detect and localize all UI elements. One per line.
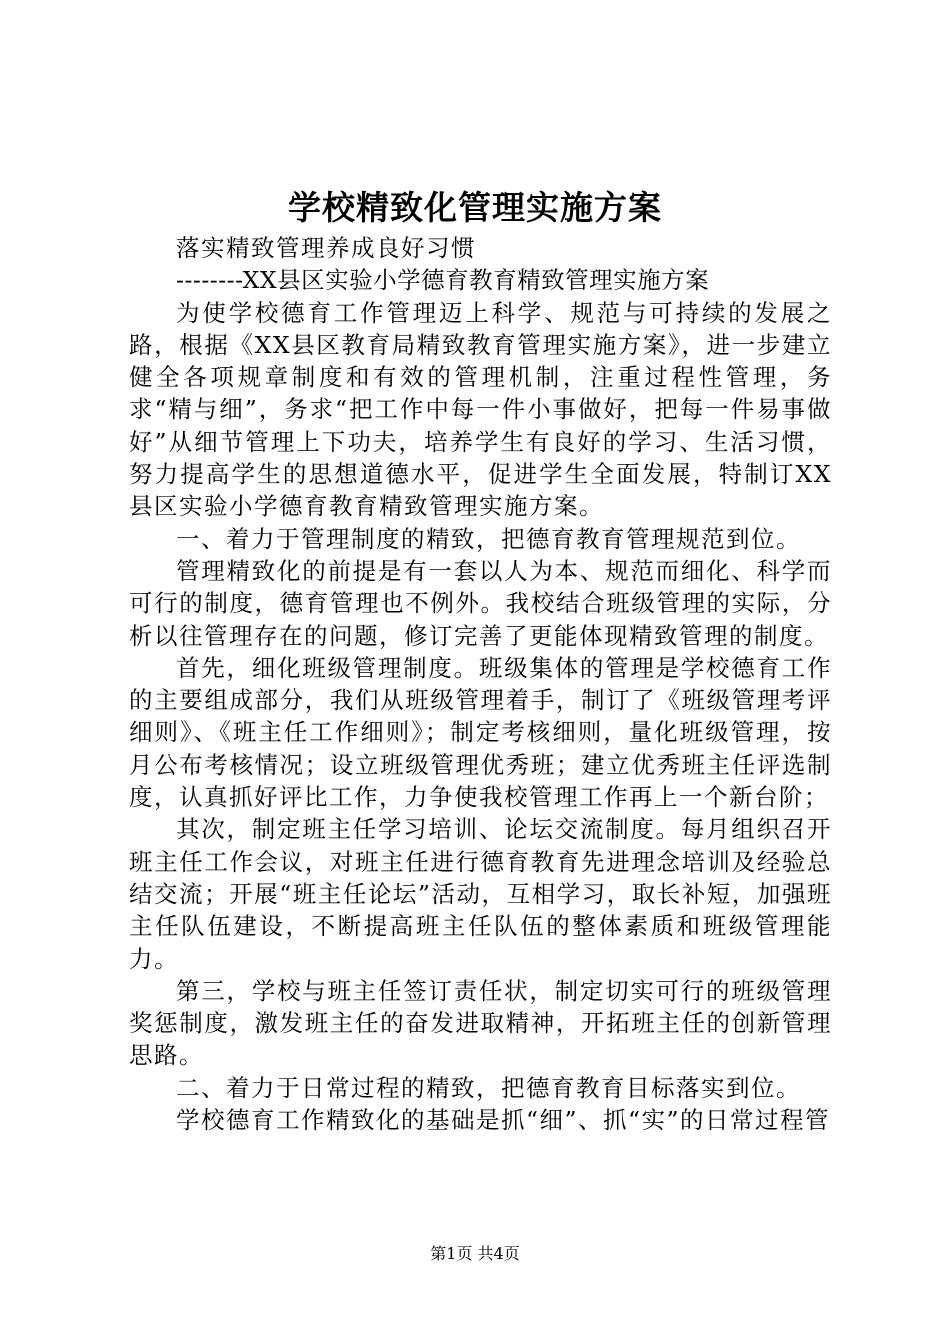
body-paragraph-first: 首先，细化班级管理制度。班级集体的管理是学校德育工作的主要组成部分，我们从班级管理着手，制订了《班级管理考评细则》、《班主任工作细则》；制定考核细则，量化班级管理，按月公布考核情况；设立班级管理优秀班；建立优秀班主任评选制度，认真抓好评比工作，力争使我校管理工作再上一个新台阶； (129, 653, 832, 812)
section-heading-2: 二、着力于日常过程的精致，把德育教育目标落实到位。 (176, 1073, 801, 1102)
section-heading-1: 一、着力于管理制度的精致，把德育教育管理规范到位。 (176, 524, 801, 553)
document-title: 学校精致化管理实施方案 (288, 188, 662, 227)
body-paragraph-daily: 学校德育工作精致化的基础是抓“细”、抓“实”的日常过程管 (176, 1106, 831, 1135)
body-paragraph-third: 第三，学校与班主任签订责任状，制定切实可行的班级管理奖惩制度，激发班主任的奋发进取精神，开拓班主任的创新管理思路。 (129, 976, 832, 1070)
document-body (129, 232, 832, 1136)
body-paragraph-intro: 为使学校德育工作管理迈上科学、规范与可持续的发展之路，根据《XX县区教育局精致教育管理实施方案》，进一步建立健全各项规章制度和有效的管理机制，注重过程性管理，务求“精与细”，务求“把工作中每一件小事做好，把每一件易事做好”从细节管理上下功夫，培养学生有良好的学习、生活习惯，努力提高学生的思想道德水平，促进学生全面发展，特制订XX县区实验小学德育教育精致管理实施方案。 (129, 298, 832, 521)
subtitle-paragraph: 落实精致管理养成良好习惯 (176, 234, 476, 262)
body-paragraph-premise: 管理精致化的前提是有一套以人为本、规范而细化、科学而可行的制度，德育管理也不例外。我校结合班级管理的实际，分析以往管理存在的问题，修订完善了更能体现精致管理的制度。 (129, 556, 832, 650)
subtitle-dash-line: --------XX县区实验小学德育教育精致管理实施方案 (176, 266, 710, 295)
page-footer: 第1页 共4页 (430, 1244, 520, 1263)
body-paragraph-second: 其次，制定班主任学习培训、论坛交流制度。每月组织召开班主任工作会议，对班主任进行德育教育先进理念培训及经验总结交流；开展“班主任论坛”活动，互相学习，取长补短，加强班主任队伍建设，不断提高班主任队伍的整体素质和班级管理能力。 (129, 815, 832, 973)
